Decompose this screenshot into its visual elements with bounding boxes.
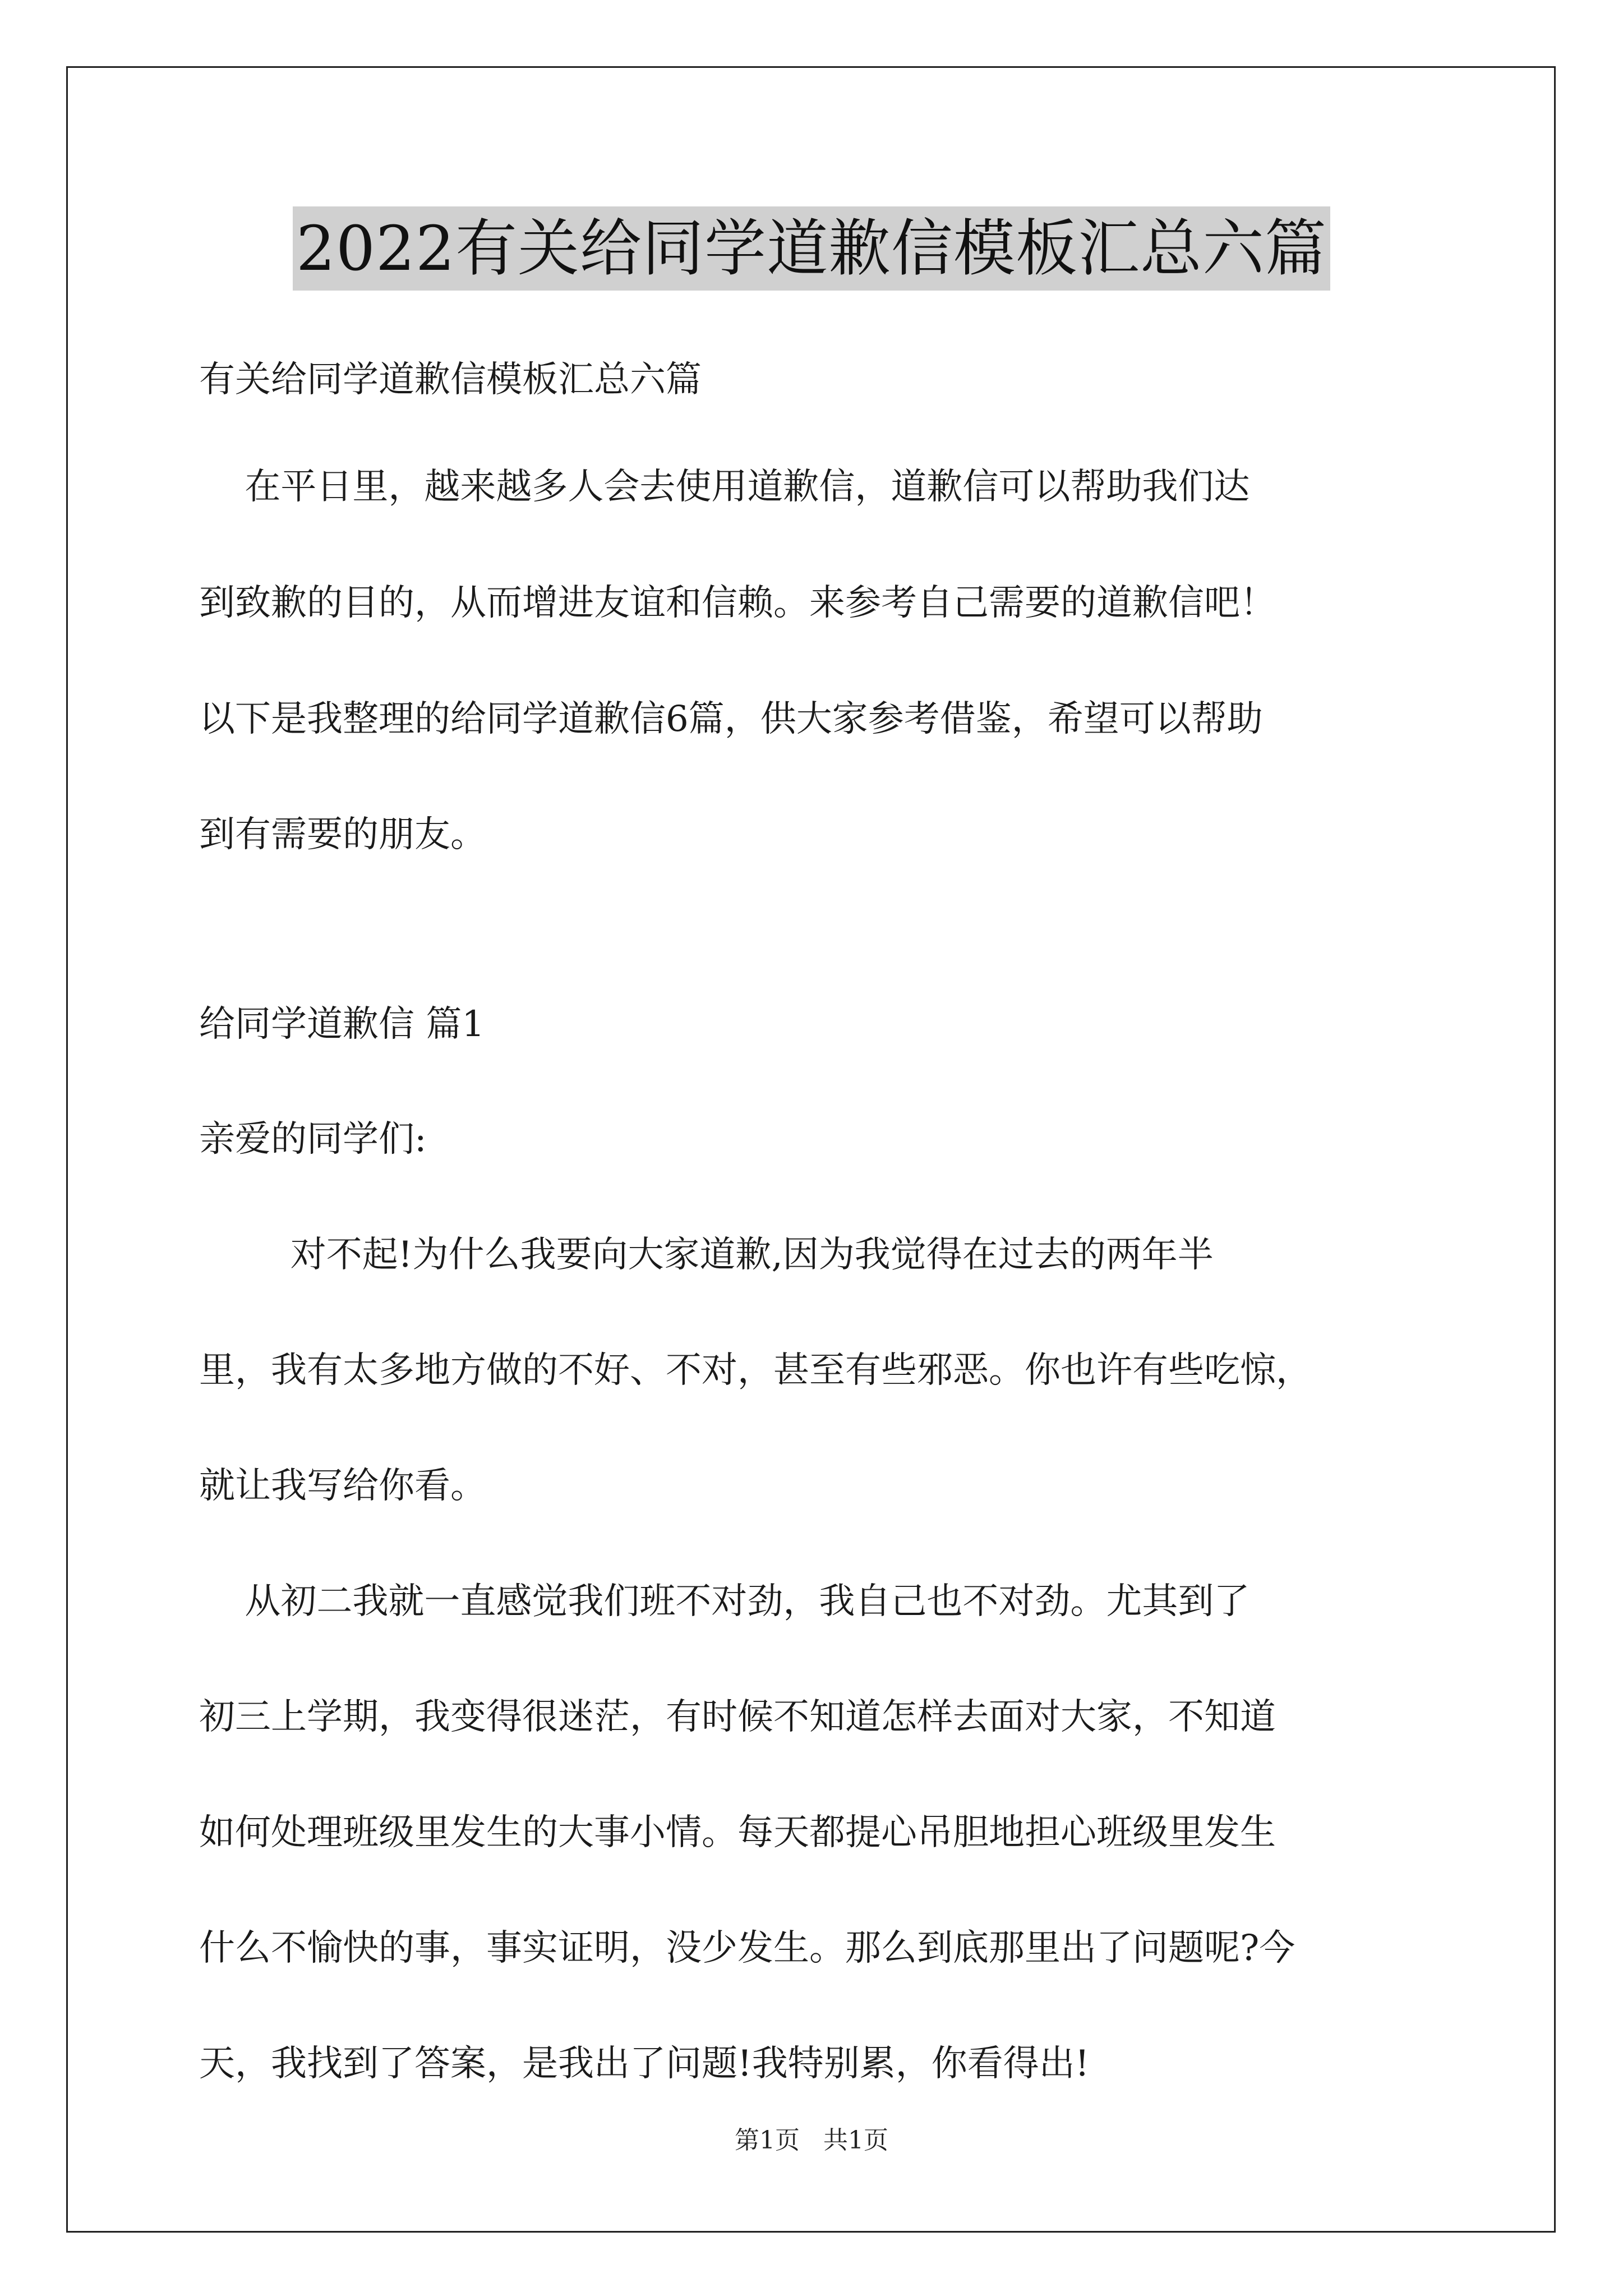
intro-line: 以下是我整理的给同学道歉信6篇，供大家参考借鉴，希望可以帮助	[199, 698, 1263, 740]
paragraph-line: 什么不愉快的事，事实证明，没少发生。那么到底那里出了问题呢?今	[199, 1927, 1295, 1969]
paragraph-line: 初三上学期，我变得很迷茫，有时候不知道怎样去面对大家，不知道	[199, 1696, 1276, 1738]
intro-line: 在平日里，越来越多人会去使用道歉信，道歉信可以帮助我们达	[199, 466, 1250, 508]
paragraph-line: 从初二我就一直感觉我们班不对劲，我自己也不对劲。尤其到了	[199, 1581, 1250, 1622]
intro-line: 到有需要的朋友。	[199, 814, 486, 855]
paragraph-line: 天，我找到了答案，是我出了问题!我特别累，你看得出!	[199, 2043, 1090, 2085]
paragraph-line: 如何处理班级里发生的大事小情。每天都提心吊胆地担心班级里发生	[199, 1812, 1276, 1853]
intro-line: 到致歉的目的，从而增进友谊和信赖。来参考自己需要的道歉信吧！	[199, 582, 1276, 624]
paragraph-line: 里，我有太多地方做的不好、不对，甚至有些邪恶。你也许有些吃惊，	[199, 1350, 1312, 1391]
paragraph-line: 对不起!为什么我要向大家道歉,因为我觉得在过去的两年半	[199, 1234, 1214, 1276]
salutation: 亲爱的同学们:	[199, 1119, 427, 1160]
title-container	[0, 206, 1623, 291]
document-subtitle: 有关给同学道歉信模板汇总六篇	[199, 359, 702, 401]
section-heading: 给同学道歉信 篇1	[199, 1004, 485, 1045]
document-title: 2022有关给同学道歉信模板汇总六篇	[293, 206, 1330, 291]
page-number-footer: 第1页 共1页	[735, 2126, 888, 2155]
paragraph-line: 就让我写给你看。	[199, 1465, 486, 1507]
